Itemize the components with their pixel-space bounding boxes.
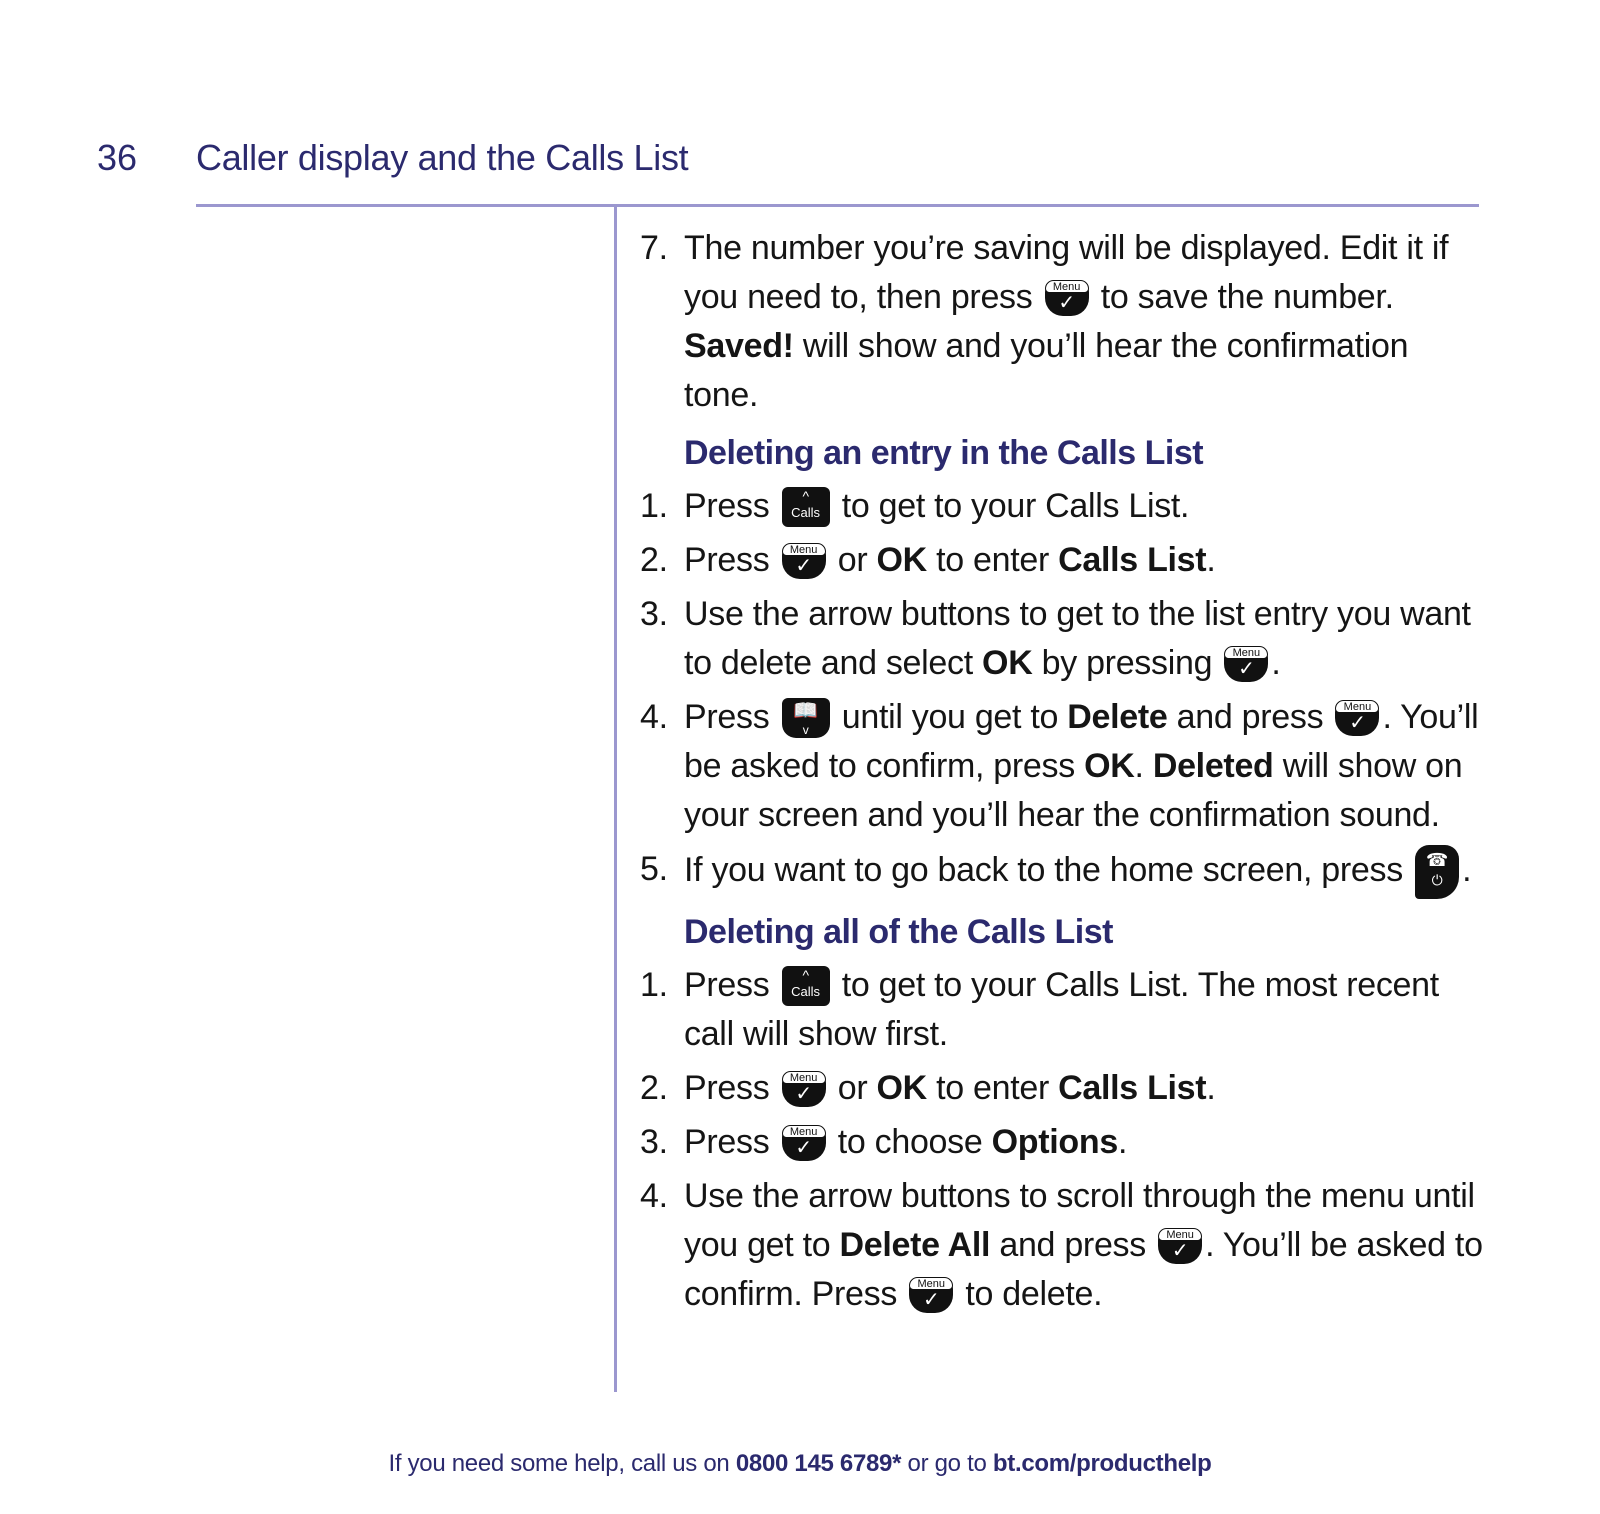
- phone-icon: ☎: [1426, 850, 1449, 870]
- help-phone-number: 0800 145 6789*: [735, 1450, 902, 1477]
- menu-key-icon: [782, 1125, 826, 1161]
- step-text-part: Press: [684, 698, 770, 736]
- menu-key-icon: [909, 1277, 953, 1313]
- step-number: 1.: [640, 966, 668, 1004]
- menu-key-label: Menu: [909, 1277, 953, 1290]
- step-text-part: .: [1206, 541, 1216, 579]
- bold-term: Calls List: [1058, 541, 1207, 579]
- step-2: [640, 536, 1490, 585]
- step-text-part: to choose: [837, 1123, 983, 1161]
- step-text: [684, 1172, 1490, 1319]
- step-text-part: .: [1206, 1069, 1216, 1107]
- menu-key-icon: [782, 1071, 826, 1107]
- step-number: 7.: [640, 229, 668, 267]
- step-text: [684, 1118, 1490, 1167]
- check-icon: ✓: [1058, 292, 1075, 314]
- step-number: 2.: [640, 1069, 668, 1107]
- step-text: [684, 961, 1490, 1059]
- bold-term: OK: [876, 541, 927, 579]
- footer-text: If you need some help, call us on: [388, 1450, 730, 1477]
- check-icon: ✓: [795, 555, 812, 577]
- step-1: [640, 482, 1490, 531]
- step-text-part: . You’ll be asked to confirm. Press: [684, 1226, 1483, 1313]
- menu-key-label: Menu: [1045, 280, 1089, 293]
- step-3: [640, 1118, 1490, 1167]
- step-text: [684, 1064, 1490, 1113]
- step-text: [684, 224, 1490, 420]
- step-text-part: to get to your Calls List.: [841, 487, 1190, 525]
- menu-key-icon: [1158, 1228, 1202, 1264]
- step-2: [640, 1064, 1490, 1113]
- up-arrow-icon: ^: [802, 967, 809, 983]
- step-text-part: Press: [684, 541, 770, 579]
- step-number: 1.: [640, 487, 668, 525]
- page-number: 36: [97, 137, 138, 178]
- bold-term: Deleted: [1152, 747, 1274, 785]
- step-text: [684, 536, 1490, 585]
- step-text: [684, 482, 1490, 531]
- step-number: 4.: [640, 1177, 668, 1215]
- menu-key-icon: [1335, 700, 1379, 736]
- menu-key-icon: [1224, 646, 1268, 682]
- help-footer: [0, 1450, 1600, 1478]
- check-icon: ✓: [795, 1137, 812, 1159]
- header-divider: [196, 204, 1479, 207]
- step-text-part: will show and you’ll hear the confirmation tone.: [684, 327, 1409, 414]
- bold-term: Delete: [1067, 698, 1168, 736]
- step-4: [640, 1172, 1490, 1319]
- footer-text: or go to: [907, 1450, 987, 1477]
- section-heading-delete-all: Deleting all of the Calls List: [684, 913, 1113, 951]
- step-text-part: Press: [684, 1069, 770, 1107]
- step-text-part: Use the arrow buttons to scroll through the menu until you get to: [684, 1177, 1475, 1264]
- menu-key-icon: [782, 543, 826, 579]
- up-arrow-icon: ^: [802, 488, 809, 504]
- section-heading-delete-entry: Deleting an entry in the Calls List: [684, 434, 1204, 472]
- step-text-part: and press: [999, 1226, 1146, 1264]
- menu-key-label: Menu: [782, 1071, 826, 1084]
- step-text-part: . You’ll be asked to confirm, press: [684, 698, 1479, 785]
- step-number: 4.: [640, 698, 668, 736]
- check-icon: ✓: [1349, 712, 1366, 734]
- book-icon: 📖: [793, 700, 818, 722]
- page-title: Caller display and the Calls List: [196, 137, 689, 178]
- step-4: [640, 693, 1490, 840]
- menu-key-label: Menu: [782, 543, 826, 556]
- step-text-part: to enter: [936, 1069, 1049, 1107]
- calls-key-label: Calls: [791, 505, 821, 520]
- menu-key-icon: [1045, 280, 1089, 316]
- step-text: [684, 693, 1490, 840]
- phonebook-key-icon: [782, 698, 830, 738]
- step-text-part: The number you’re saving will be displayed. Edit it if you need to, then press: [684, 229, 1449, 316]
- bold-term: OK: [876, 1069, 927, 1107]
- step-text-part: by pressing: [1041, 644, 1213, 682]
- step-text-part: to enter: [936, 541, 1049, 579]
- menu-key-label: Menu: [1335, 700, 1379, 713]
- power-icon: ⏻: [1431, 872, 1443, 888]
- step-number: 2.: [640, 541, 668, 579]
- step-text-part: .: [1117, 1123, 1128, 1161]
- step-text: [684, 845, 1490, 899]
- check-icon: ✓: [1238, 658, 1255, 680]
- step-text-part: and press: [1176, 698, 1324, 736]
- step-text-part: .: [1271, 644, 1281, 682]
- step-3: [640, 590, 1490, 688]
- help-url-link[interactable]: bt.com/producthelp: [992, 1450, 1212, 1477]
- menu-key-label: Menu: [1158, 1228, 1202, 1241]
- step-text-part: to delete.: [965, 1275, 1103, 1313]
- calls-key-label: Calls: [791, 984, 821, 999]
- step-text-part: or: [837, 541, 868, 579]
- step-text-part: Press: [684, 1123, 770, 1161]
- menu-key-label: Menu: [782, 1125, 826, 1138]
- step-text-part: .: [1134, 747, 1144, 785]
- step-text-part: or: [837, 1069, 868, 1107]
- calls-key-icon: [782, 487, 830, 527]
- check-icon: ✓: [795, 1083, 812, 1105]
- step-number: 3.: [640, 595, 668, 633]
- step-number: 3.: [640, 1123, 668, 1161]
- bold-term: OK: [1084, 747, 1135, 785]
- check-icon: ✓: [923, 1289, 940, 1311]
- instructions: [640, 224, 1490, 1324]
- bold-term: OK: [982, 644, 1033, 682]
- step-5: [640, 845, 1490, 899]
- step-text-part: to save the number.: [1100, 278, 1394, 316]
- end-call-key-icon: [1415, 845, 1459, 899]
- step-text-part: will show on your screen and you’ll hear the confirmation sound.: [684, 747, 1463, 834]
- step-number: 5.: [640, 850, 668, 888]
- calls-key-icon: [782, 966, 830, 1006]
- step-text-part: to get to your Calls List. The most recent call will show first.: [684, 966, 1439, 1053]
- step-text-part: Press: [684, 966, 770, 1004]
- bold-term: Options: [991, 1123, 1118, 1161]
- step-text: [684, 590, 1490, 688]
- bold-term: Delete All: [839, 1226, 991, 1264]
- step-7: [640, 224, 1490, 420]
- step-text-part: Use the arrow buttons to get to the list entry you want to delete and select: [684, 595, 1471, 682]
- bold-term: Saved!: [684, 327, 794, 365]
- menu-key-label: Menu: [1224, 646, 1268, 659]
- down-arrow-icon: v: [802, 723, 809, 737]
- step-1: [640, 961, 1490, 1059]
- bold-term: Calls List: [1058, 1069, 1207, 1107]
- check-icon: ✓: [1171, 1240, 1189, 1262]
- step-text-part: until you get to: [841, 698, 1059, 736]
- step-text-part: .: [1462, 851, 1472, 889]
- step-text-part: Press: [684, 487, 770, 525]
- column-divider: [614, 206, 617, 1392]
- step-text-part: If you want to go back to the home screen, press: [684, 851, 1403, 889]
